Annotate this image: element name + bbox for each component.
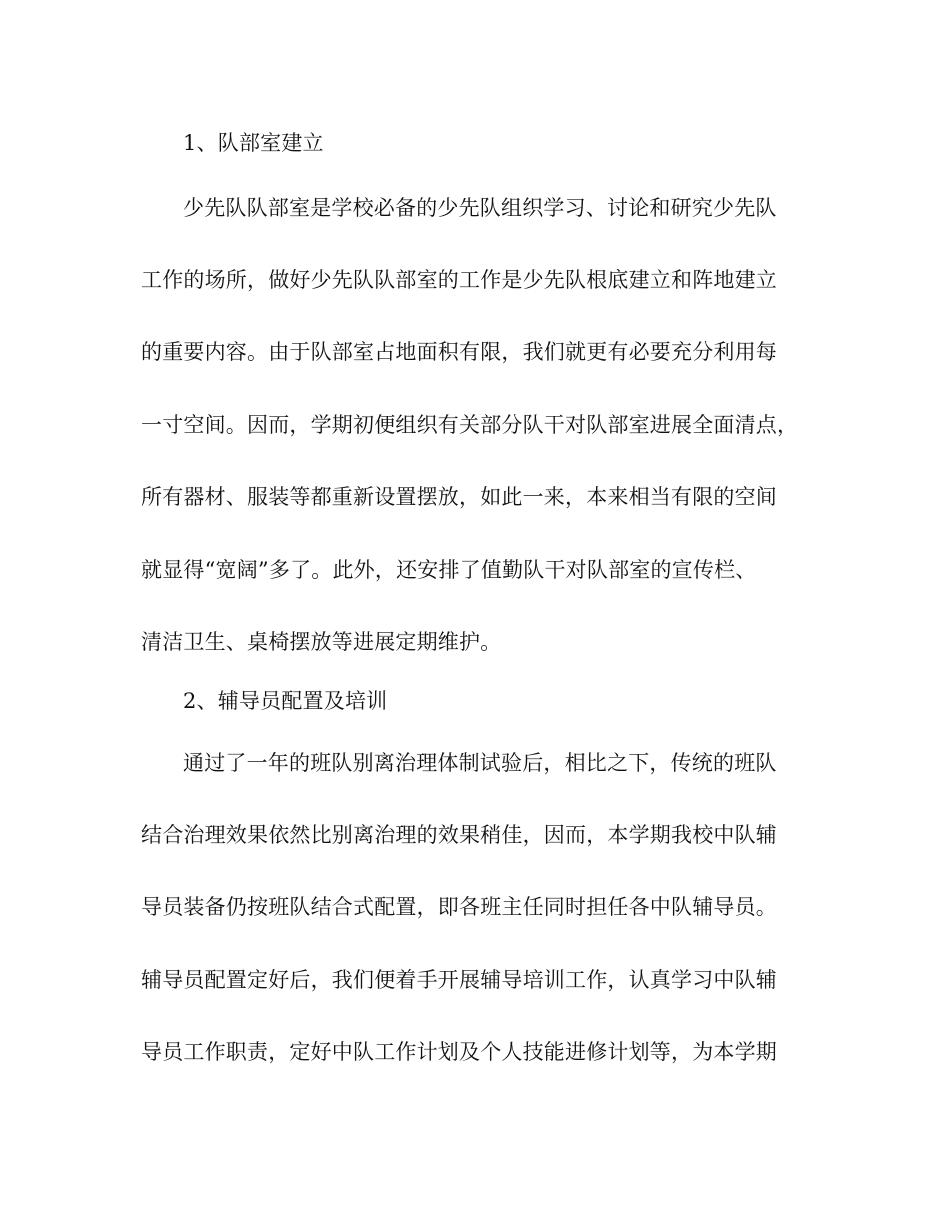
paragraph-line: 辅导员配置定好后，我们便着手开展辅导培训工作，认真学习中队辅	[141, 968, 777, 992]
paragraph-line: 的重要内容。由于队部室占地面积有限，我们就更有必要充分利用每	[141, 340, 777, 364]
paragraph-line: 少先队队部室是学校必备的少先队组织学习、讨论和研究少先队	[183, 196, 777, 220]
section-heading: 2、辅导员配置及培训	[183, 689, 388, 713]
paragraph-line: 结合治理效果依然比别离治理的效果稍佳，因而，本学期我校中队辅	[141, 823, 777, 847]
paragraph-line: 所有器材、服装等都重新设置摆放，如此一来，本来相当有限的空间	[141, 485, 777, 509]
section-heading: 1、队部室建立	[183, 131, 324, 155]
paragraph-line: 工作的场所，做好少先队队部室的工作是少先队根底建立和阵地建立	[141, 268, 777, 292]
paragraph-line: 清洁卫生、桌椅摆放等进展定期维护。	[141, 630, 502, 654]
paragraph-line: 通过了一年的班队别离治理体制试验后，相比之下，传统的班队	[183, 751, 777, 775]
paragraph-line: 导员装备仍按班队结合式配置，即各班主任同时担任各中队辅导员。	[141, 895, 777, 919]
paragraph-line: 一寸空间。因而，学期初便组织有关部分队干对队部室进展全面清点，	[141, 413, 799, 437]
paragraph-line: 导员工作职责，定好中队工作计划及个人技能进修计划等，为本学期	[141, 1040, 777, 1064]
paragraph-line: 就显得“宽阔”多了。此外，还安排了值勤队干对队部室的宣传栏、	[141, 558, 757, 582]
